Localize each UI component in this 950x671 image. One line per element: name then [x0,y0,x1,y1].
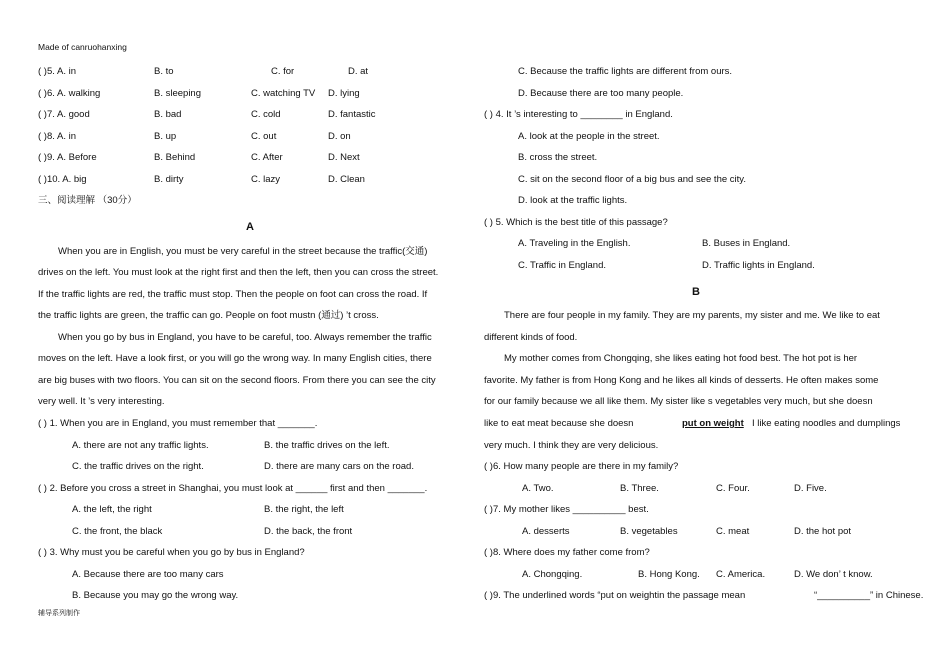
question-9: ( )9. The underlined words “put on weightin the passage mean [484,590,746,601]
q3-option-b: B. Because you may go the wrong way. [72,590,239,601]
passage-b-line: My mother comes from Chongqing, she likes eating hot food best. The hot pot is her [504,353,858,364]
q1-option-b: B. the traffic drives on the left. [264,440,390,451]
passage-a-line: When you are in English, you must be very careful in the street because the traffic(交通) [58,246,428,257]
q5-option-b: B. Buses in England. [702,238,791,249]
passage-b-line: I like eating noodles and dumplings [752,418,901,429]
passage-b-line: like to eat meat because she doesn [484,418,634,429]
q6-option-c: C. Four. [716,483,750,494]
passage-b-title: B [692,286,700,298]
page-header: Made of canruohanxing [38,42,127,52]
q7-option-d: D. the hot pot [794,526,852,537]
question-8: ( )8. Where does my father come from? [484,547,650,558]
passage-b-line: for our family because we all like them. My sister like s vegetables very much, but she doesn [484,396,873,407]
page-footer: 辅导系列制作 [38,610,80,617]
q8-option-c: C. America. [716,569,766,580]
q1-option-c: C. the traffic drives on the right. [72,461,204,472]
q5-option-c: C. Traffic in England. [518,260,607,271]
cloze-option-d: D. fantastic [328,109,376,120]
question-5: ( ) 5. Which is the best title of this passage? [484,217,668,228]
q5-option-a: A. Traveling in the English. [518,238,631,249]
underlined-phrase: put on weight [682,418,744,429]
q3-option-c: C. Because the traffic lights are different from ours. [518,66,733,77]
passage-a-line: the traffic lights are green, the traffic can go. People on foot mustn (通过) ’t cross. [38,310,379,321]
q6-option-a: A. Two. [522,483,554,494]
q6-option-d: D. Five. [794,483,827,494]
cloze-option-d: D. Next [328,152,360,163]
q8-option-b: B. Hong Kong. [638,569,700,580]
q4-option-b: B. cross the street. [518,152,598,163]
q7-option-b: B. vegetables [620,526,678,537]
cloze-option-c: C. cold [251,109,281,120]
passage-b-line: favorite. My father is from Hong Kong and he likes all kinds of desserts. He often makes some [484,375,879,386]
q3-option-a: A. Because there are too many cars [72,569,224,580]
q1-option-a: A. there are not any traffic lights. [72,440,209,451]
question-9-tail: “__________” in Chinese. [814,590,924,601]
cloze-option-c: C. lazy [251,174,281,185]
passage-b-line: different kinds of food. [484,332,578,343]
cloze-option-b: B. dirty [154,174,184,185]
q2-option-b: B. the right, the left [264,504,344,515]
q4-option-d: D. look at the traffic lights. [518,195,628,206]
question-7: ( )7. My mother likes __________ best. [484,504,649,515]
q4-option-c: C. sit on the second floor of a big bus and see the city. [518,174,746,185]
cloze-option-c: C. out [251,131,277,142]
cloze-option-c: C. After [251,152,283,163]
cloze-question: ( )9. A. Before [38,152,97,163]
cloze-option-b: B. sleeping [154,88,202,99]
cloze-question: ( )8. A. in [38,131,77,142]
cloze-question: ( )7. A. good [38,109,90,120]
q7-option-a: A. desserts [522,526,570,537]
q6-option-b: B. Three. [620,483,659,494]
q1-option-d: D. there are many cars on the road. [264,461,414,472]
passage-a-title: A [246,221,254,233]
q2-option-a: A. the left, the right [72,504,152,515]
cloze-option-c: C. watching TV [251,88,316,99]
q8-option-a: A. Chongqing. [522,569,583,580]
cloze-option-b: B. to [154,66,174,77]
passage-b-line: There are four people in my family. They are my parents, my sister and me. We like to eat [504,310,880,321]
passage-a-line: drives on the left. You must look at the right first and then the left, then you can cross the street. [38,267,439,278]
cloze-question: ( )5. A. in [38,66,77,77]
passage-a-line: moves on the left. Have a look first, or you will go the wrong way. In many English cities, there [38,353,432,364]
question-2: ( ) 2. Before you cross a street in Shanghai, you must look at ______ first and then _______. [38,483,428,494]
passage-a-line: If the traffic lights are red, the traffic must stop. Then the people on foot can cross the road. If [38,289,428,300]
passage-b-line: very much. I think they are very delicious. [484,440,659,451]
q3-option-d: D. Because there are too many people. [518,88,684,99]
cloze-option-b: B. Behind [154,152,196,163]
question-4: ( ) 4. It ’s interesting to ________ in England. [484,109,673,120]
q2-option-d: D. the back, the front [264,526,353,537]
question-1: ( ) 1. When you are in England, you must remember that _______. [38,418,318,429]
section-title: 三、阅读理解 （30分） [38,195,137,206]
cloze-option-d: D. lying [328,88,360,99]
cloze-option-c: C. for [271,66,295,77]
passage-a-line: very well. It ’s very interesting. [38,396,165,407]
q8-option-d: D. We don’ t know. [794,569,873,580]
q4-option-a: A. look at the people in the street. [518,131,660,142]
passage-a-line: are big buses with two floors. You can sit on the second floors. From there you can see the city [38,375,436,386]
cloze-question: ( )10. A. big [38,174,87,185]
cloze-option-d: D. on [328,131,351,142]
passage-a-line: When you go by bus in England, you have to be careful, too. Always remember the traffic [58,332,432,343]
question-6: ( )6. How many people are there in my family? [484,461,679,472]
question-3: ( ) 3. Why must you be careful when you go by bus in England? [38,547,305,558]
cloze-option-b: B. bad [154,109,182,120]
cloze-option-d: D. Clean [328,174,365,185]
q2-option-c: C. the front, the black [72,526,163,537]
q5-option-d: D. Traffic lights in England. [702,260,815,271]
cloze-option-d: D. at [348,66,369,77]
cloze-option-b: B. up [154,131,177,142]
cloze-question: ( )6. A. walking [38,88,101,99]
q7-option-c: C. meat [716,526,750,537]
